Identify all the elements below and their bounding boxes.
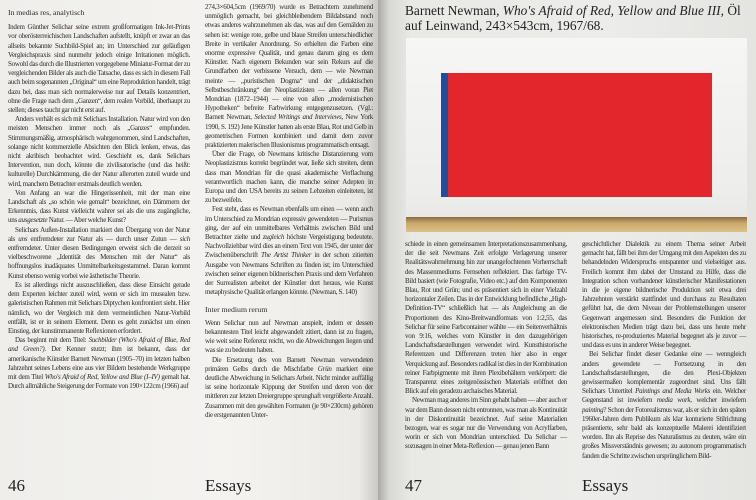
text-run: 274,3×604,5cm (1969/70) wurde es Betrachtern zunehmend unmöglich gemacht, bei gleichbleibendem Bildabstand noch etwas anderes wahrzunehmen als das, was auf den Gemälden zu sehen ist: wenige rote, gelbe und blaue Streifen unterschiedlicher Breite in vertikaler Anordnung. So erhielten die Farben eine enorme expressive Qualität, und genau darum ging es dem Künstler. Nach eigenem Bekunden war sein Rekurs auf die Grundfarben der verbissene Versuch, dem — wie Newman meinte — „puristischen Dogma“ und der „didaktischen Selbstbeschränkung“ der Neoplastizisten — allen voran Piet Mondrian (1872–1944) — eine von allen „modernistischen Hypotheken“ befreite Farbwirkung entgegenzusetzen. (Vgl.: Barnett Newman, [205,3,373,122]
text-run: in der schon zitierten Ausgabe von Newmans Schriften zu finden ist; im Unterschied zwischen seiner eigenen bildnerischen Praxis und dem Verfahren der Surrealisten arbeitet der Künstler dort heraus, wie Kunst metaphysische Qualität erlangen könnte. (Newman, S. 140) [205,251,373,297]
italic-text-run: Grün [317,364,332,373]
section-heading: In medias res, analytisch [8,8,85,17]
paragraph [205,3,373,150]
text-run: Natur. — Aber welche Kunst? [47,216,126,225]
text-run: Bei Selichar findet dieser Gedanke eine — wenngleich anders gewendete — Fortsetzung in den Landschaftsdarstellungen, die den Plexi-Objekten gewissermaßen komplementär zugeordnet sind. Uns fällt Selichars Untertitel [582,350,746,396]
text-run: Das beginnt mit dem Titel: [15,336,89,345]
paragraph [8,336,190,391]
paragraph [205,205,373,297]
text-run: gemalt hat. Durch allmähliche Steigerung der Formate von 190×122cm (1966) auf [8,372,190,391]
section-label: Essays [205,476,252,495]
paragraph [205,150,373,205]
paragraph [8,226,190,281]
text-run: Selichars Außen-Installation markiert den Übergang von der Natur als [8,225,190,243]
text-column-1 [8,8,190,391]
text-run: ? Schon der Fotorealismus war, als er sich in den späten 1960er-Jahren dem Publikum als klar konturierte Stilrichtung präsentierte, sehr bald als konzeptuelle Malerei identifiziert worden. Ihn als Reprise des Naturalismus zu deuten, wäre ein großes Missverständnis gewesen; zu autonom programmatisch fanden die Schritte zwischen ursprünglichem Bild- [582,405,746,460]
section-heading: Inter medium rerum [205,304,268,314]
page-number: 47 [405,476,422,495]
blue-stripe [441,73,448,197]
italic-text-run: ausgesetzte [18,216,48,225]
italic-text-run: Selected Writings and Interviews [254,113,342,122]
text-run: Indem Günther Selichar seine extrem großformatigen Ink-Jet-Prints vor oberösterreichischen Landschaften aufstellt, knüpft er zwar an das allseits bekannte Suchbild-Spiel an; im Unterschied zur geläufigen Vergleichspraxis sind nunmehr jedoch einige Irritationen möglich. Sowohl das durch die Illustrierten vorgegebene Miniatur-Format der zu vergleichenden Bilder als auch die Tatsache, dass es sich in diesem Fall auch beim sogenannten „Original“ um eine Reproduktion handelt, trägt dazu bei, dass man sich normalerweise nur auf Details konzentriert, ohne die Frage nach dem „Ganzen“, dem realen Vorbild, überhaupt zu stellen; dieses taucht gar nicht erst auf. [8,23,190,115]
italic-text-run: Suchbilder (Who's Afraid of Blue, Red and Green?) [8,336,190,354]
text-run: Anders verhält es sich mit Selichars Installation. Natur wird von den meisten Menschen immer noch als „Ganzes“ empfunden. Stimmungsmäßig, atmosphärisch wahrgenommen, sind Landschaften, solange nicht kommerzielle Absichten den Blick lenken, etwas, das nicht akribisch beobachtet wird. Geschieht es, dank Selichars Intervention, nun doch, könnte die zivilisatorische (und das heißt: kulturelle) Durchkämmung, die der Natur allerorten zuteil wurde und wird, manchem Betrachter erstmals deutlich werden. [8,115,190,188]
paragraph [405,396,567,451]
figure-caption [405,3,750,33]
paragraph [205,319,373,356]
text-column-3 [405,240,567,452]
red-painting [441,73,712,197]
gallery-floor [406,217,747,232]
paragraph [8,189,190,226]
painting-photo [406,38,747,232]
paragraph [582,240,746,350]
text-run: ein. Welcher Gegenstand ist inwiefern [582,387,746,405]
italic-text-run: Paintings and Media Works [635,387,711,396]
caption-work-title: Who's Afraid of Red, Yellow and Blue III [502,3,721,18]
section-label: Essays [582,476,629,495]
italic-text-run: The Artist Thinker [261,251,312,260]
text-run: geschichtlicher Dialektik zu einem Thema seiner Arbeit gemacht hat, fällt bei ihm der Umgang mit den Aspekten des zu behandelnden Widerspruchs entspannter und vielseitiger aus. Freilich kommt ihm dabei der Umstand zu Hilfe, dass die Integration schon vorhandener künstlerischer Manifestationen in die je eigene bildnerische Produktion seit etwa drei Jahrzehnten verstärkt stattfindet und durchaus zu Resultaten geführt hat, die dem Niveau der Problemstellungen unserer Gegenwart angemessen sind. Besonders die Funktion der elektronischen Medien trägt dazu bei, dass uns heute mehr historisches, re-produziertes Material begegnet als je zuvor — und dass es uns in anderer Weise begegnet. [582,240,746,350]
italic-text-run: zugleich [262,233,285,242]
text-run: , New York 1990, S. 192) Jene Künstler hatten als erste Blau, Rot und Gelb in geometrischen Formen kombiniert und damit dem zuvor praktizierten malerischen Illusionismus programmatisch entsagt. [205,113,373,150]
text-run: , welcher inwiefern [690,396,746,405]
italic-text-run: sich [179,234,191,243]
text-run: höchste Vergeistigung bedeutete. Nachvollziehbar wird dies an einem Text von 1945, der unter der Zwischenüberschrift [205,233,373,260]
caption-artist: Barnett Newman, [405,3,503,18]
page-number: 46 [8,476,25,495]
text-run: Fest steht, dass es Newman ebenfalls um einen — wenn auch im Unterschied zu Mondrian expressiv gewendeten — Purismus ging, der auf ein unmittelbares Verhältnis zwischen Bild und Betrachter zielte und [205,205,373,242]
text-run: schiede in einen gemeinsamen Interpretationszusammenhang, der die seit Newmans Zeit erfolgte Verlagerung unserer Realitätswahrnehmung hin zur unangefochtenen Vorherrschaft des Massenmediums Fernsehen reflektiert. Das farbige TV-Bild basiert (wie Fotografie, Video etc.) auf den Komponenten Blau, Rot und Grün; und es präsentiert sich in einer Vielzahl horizontaler Zeilen. Das in der Entwicklung befindliche „High-Definition-TV“ schließlich hat — als Angleichung an die Proportionen des Kino-Breitwandformats von 1:2,55, das Selichar für seine Farbcontainer wählte — ein Seitenverhältnis von 9:16, welches vom Künstler in den dazugehörigen Landschaftsdarstellungen verwendet wird. Kunsthistorische Referenzen und Differenzen treten hier also in enger Verquickung auf. Besonders radikal ist dies in der Kombination reiner Farbpigmente mit ihren Plexibehältern verkörpert: die Transparenz eines zeitgenössischen Materials eröffnet den Blick auf ein geradezu archaisches Material. [405,240,567,396]
text-run: Newman mag anderes im Sinn gehabt haben — aber auch er war dem Bann dessen nicht entronnen, was man als Kontinuität in der Diskontinuität bezeichnet. Auf seine Materialien bezogen, war es sogar nur die Verwendung von Acrylfarben, worin er sich von Mondrian unterschied. Da Selichar — sozusagen in einer Meta-Reflexion — genau jenen Bann [405,396,567,451]
text-run: Wenn Selichar nun auf Newman anspielt, indem er dessen bekanntesten Titel leicht abgewandelt zitiert, dann ist zu fragen, wie weit seine Referenz reicht, wo die Abweichungen liegen und was sie zu bedeuten haben. [205,318,373,355]
paragraph [8,23,190,115]
paragraph [8,115,190,189]
text-column-2 [205,3,373,420]
text-run: markiert eine deutliche Abweichung in Selichars Arbeit. Nicht minder auffällig ist seine horizontale Kippung der Streifen und deren von der mittleren zur letzten Dreiergruppe sprunghaft vergrößerte Anzahl. Zusammen mit den gewählten Formaten (je 90×230cm) gehören die erstgenannten Unter- [205,364,373,419]
paragraph [405,240,567,396]
italic-text-run: Who's Afraid of Red, Yellow and Blue (I–IV) [44,372,160,381]
caption-details: , Öl auf Leinwand, 243×543cm, 1967/68. [405,3,741,33]
text-run: Die Ersetzung des von Barnett Newman verwendeten primären Gelbs durch die Mischfarbe [205,355,373,373]
paragraph [582,350,746,460]
text-run: Über die Frage, ob Newmans kritische Distanzierung vom Neoplastizismus korrekt begründet war, ließe sich streiten, denn dass man Mondrian für die quasi akademische Verflachung verantwortlich machen kann, die manche seiner Adepten in Europa und den USA bereits zu seinen Lebzeiten einleiteten, ist zu bezweifeln. [205,150,373,205]
text-run: Es ist allerdings nicht auszuschließen, dass diese Einsicht gerade dem Experten leichter zuteil wird, wenn er sich im musealen bzw. galeristischen Rahmen mit Selichars Diptychen konfrontiert sieht. Hier nämlich, wo der Vergleich mit dem vermeintlichen Natur-Vorbild entfällt, ist er in seinem Element. Denn es geht zunächst um einen Einstieg, der kunstimmanente Reflexionen erfordert. [8,280,190,335]
paragraph [205,356,373,420]
text-column-4 [582,240,746,461]
text-run: entfremdeter. Unter diesen Bedingungen erweist sich die derzeit so vielbeschworene „Identität des Menschen mit der Natur“ als hoffnungslos inadäquates Unmittelbarkeitsgestammel. Daran kommt Kunst ebenso wenig vorbei wie ästhetische Theorie. [8,244,190,280]
text-run: Von Anfang an war die Hingerissenheit, mit der man eine Landschaft als „so schön wie gemalt“ bezeichnet, ein Dämmern der Erkenntnis, dass Kunst vielleicht wahrer sei als die uns zugängliche, uns [8,188,190,225]
italic-text-run: painting [582,405,604,414]
paragraph [8,281,190,336]
text-run: . Der Kenner stutzt; ihm ist bekannt, dass der amerikanische Künstler Barnett Newman (1905–70) im letzten halben Jahrzehnt seines Lebens eine aus vier Bildern bestehende Werkgruppe mit dem Titel [8,345,190,381]
italic-text-run: media work [656,396,691,405]
text-run: entfremdeter zur Natur als — durch unser Zutun — [27,234,180,243]
italic-text-run: uns [18,234,28,243]
